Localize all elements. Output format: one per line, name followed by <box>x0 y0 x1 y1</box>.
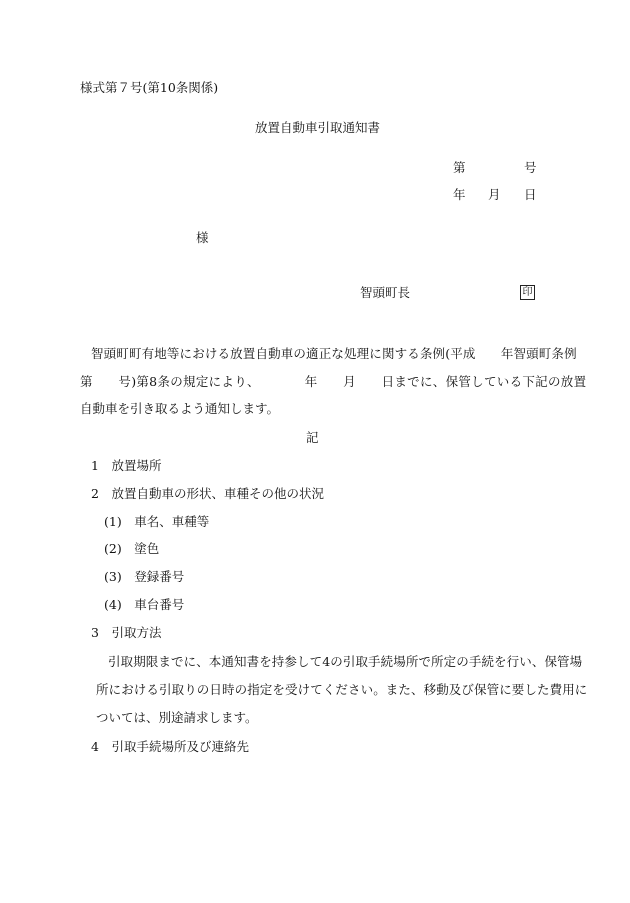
seal-mark: 印 <box>520 285 535 300</box>
list-item: (2) 塗色 <box>104 541 160 556</box>
form-label: 様式第７号(第10条関係) <box>80 80 219 95</box>
list-item: (4) 車台番号 <box>104 597 185 612</box>
list-item: (3) 登録番号 <box>104 569 185 584</box>
date-month: 月 <box>488 187 501 202</box>
number-dai: 第 <box>453 160 466 175</box>
list-item: 3 引取方法 <box>91 625 162 640</box>
date-day: 日 <box>524 187 537 202</box>
body-line: 第 号)第8条の規定により、 年 月 日までに、保管している下記の放置 <box>80 374 587 389</box>
method-text: ついては、別途請求します。 <box>96 710 258 725</box>
document-title: 放置自動車引取通知書 <box>255 120 381 135</box>
list-item: 4 引取手続場所及び連絡先 <box>91 739 249 754</box>
list-item: 2 放置自動車の形状、車種その他の状況 <box>91 486 324 501</box>
method-text: 引取期限までに、本通知書を持参して4の引取手続場所で所定の手続を行い、保管場 <box>108 654 583 669</box>
sender-name: 智頭町長 <box>360 285 411 300</box>
addressee-sama: 様 <box>196 230 209 245</box>
list-item: 1 放置場所 <box>91 458 162 473</box>
method-text: 所における引取りの日時の指定を受けてください。また、移動及び保管に要した費用に <box>96 682 588 697</box>
number-go: 号 <box>524 160 537 175</box>
ki-heading: 記 <box>306 430 319 445</box>
date-year: 年 <box>453 187 466 202</box>
list-item: (1) 車名、車種等 <box>104 514 210 529</box>
body-line: 自動車を引き取るよう通知します。 <box>80 401 280 416</box>
body-line: 智頭町町有地等における放置自動車の適正な処理に関する条例(平成 年智頭町条例 <box>91 346 577 361</box>
